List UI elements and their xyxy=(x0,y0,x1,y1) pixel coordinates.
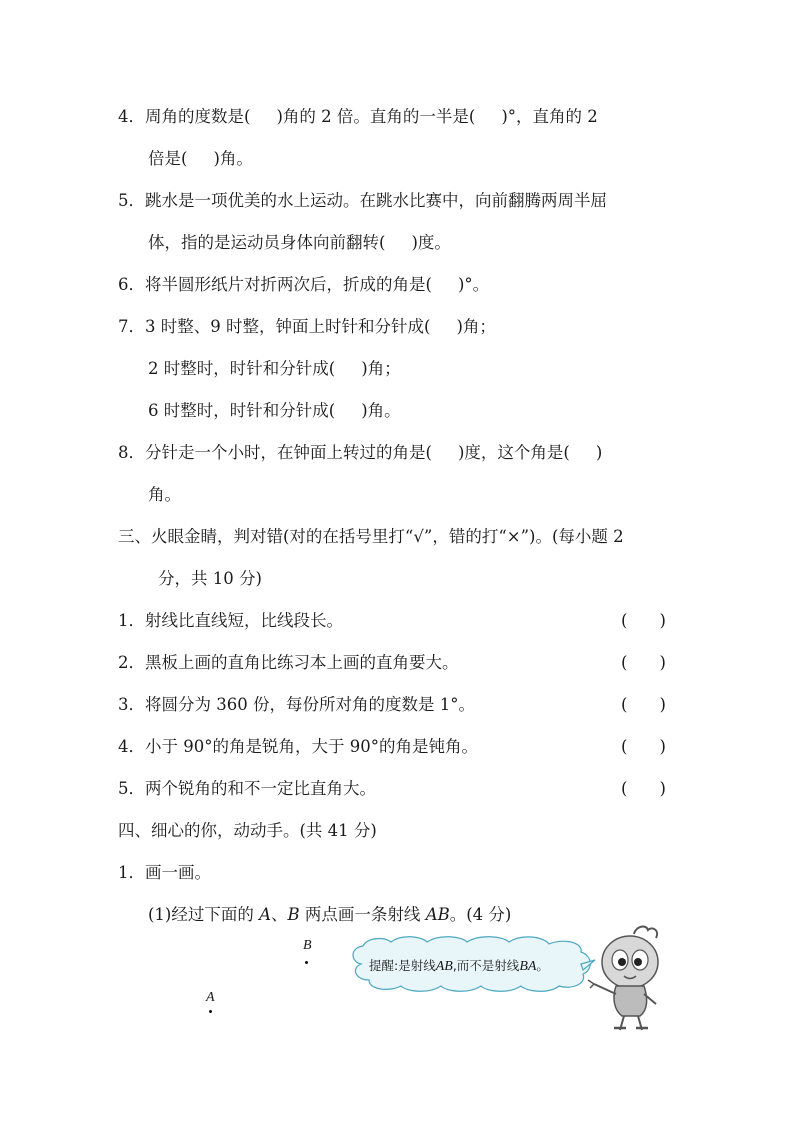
q5-text: 跳水是一项优美的水上运动。在跳水比赛中，向前翻腾两周半屈 xyxy=(145,191,607,210)
judge-item-text: 小于 90°的角是锐角，大于 90°的角是钝角。 xyxy=(145,737,478,756)
section-3-title-line-1: 三、火眼金睛，判对错(对的在括号里打“√”，错的打“×”)。(每小题 2 xyxy=(118,527,624,546)
question-4-line-1 xyxy=(118,105,598,129)
judge-answer-box[interactable] xyxy=(621,609,666,633)
section-4-subquestion-1 xyxy=(148,903,511,927)
question-5-line-2 xyxy=(148,231,451,255)
judge-item-number: 3． xyxy=(118,695,145,714)
section-4-question-1 xyxy=(118,861,211,885)
question-5-line-1 xyxy=(118,189,607,213)
paren-close: ) xyxy=(659,653,666,672)
section-4-title xyxy=(118,819,377,843)
hint-ray-ab: AB xyxy=(435,959,453,974)
paren-open: ( xyxy=(621,737,628,756)
paren-open: ( xyxy=(621,653,628,672)
q6-text-1: 将半圆形纸片对折两次后，折成的角是( xyxy=(145,275,432,294)
q8-text-2: )度，这个角是( xyxy=(457,443,570,462)
q4-text-1: 周角的度数是( xyxy=(145,107,251,126)
mascot-character-icon xyxy=(586,924,676,1038)
q7-text-2a: 2 时整时，时针和分针成( xyxy=(148,359,336,378)
sub1-point-a: A xyxy=(259,905,272,924)
hint-cloud-bubble xyxy=(343,934,603,998)
q8-text-1: 分针走一个小时，在钟面上转过的角是( xyxy=(145,443,432,462)
point-b-dot[interactable] xyxy=(305,961,308,964)
paren-open: ( xyxy=(621,611,628,630)
q4-text-2: )角的 2 倍。直角的一半是( xyxy=(276,107,476,126)
paren-open: ( xyxy=(621,695,628,714)
sub1-text-a: (1)经过下面的 xyxy=(148,905,260,924)
hint-text xyxy=(369,956,549,975)
question-7-line-2 xyxy=(148,357,401,381)
question-8-line-2 xyxy=(148,483,181,507)
sub1-point-b: B xyxy=(287,905,300,924)
q6-text-2: )°。 xyxy=(457,275,490,294)
q7-text-3a: 6 时整时，时针和分针成( xyxy=(148,401,336,420)
q7-text-2b: )角； xyxy=(361,359,401,378)
q4-cont-2: )角。 xyxy=(213,149,253,168)
q7-text-3b: )角。 xyxy=(361,401,401,420)
s4-q1-number: 1． xyxy=(118,863,145,882)
judge-item-text: 两个锐角的和不一定比直角大。 xyxy=(145,779,376,798)
s4-q1-text: 画一画。 xyxy=(145,863,211,882)
judge-item-number: 4． xyxy=(118,737,145,756)
judge-item-text: 将圆分为 360 份，每份所对角的度数是 1°。 xyxy=(145,695,475,714)
judge-item-number: 5． xyxy=(118,779,145,798)
judge-item-1 xyxy=(118,609,343,633)
paren-close: ) xyxy=(659,779,666,798)
paren-open: ( xyxy=(621,779,628,798)
judge-answer-box[interactable] xyxy=(621,651,666,675)
q7-text-1b: )角； xyxy=(456,317,496,336)
q8-number: 8． xyxy=(118,443,145,462)
paren-close: ) xyxy=(659,611,666,630)
judge-item-3 xyxy=(118,693,475,717)
sub1-ray-ab: AB xyxy=(425,905,450,924)
section-4-title-text: 四、细心的你，动动手。(共 41 分) xyxy=(118,821,377,840)
q5-cont-2: )度。 xyxy=(411,233,451,252)
q7-text-1a: 3 时整、9 时整，钟面上时针和分针成( xyxy=(145,317,431,336)
judge-item-text: 射线比直线短，比线段长。 xyxy=(145,611,343,630)
q5-number: 5． xyxy=(118,191,145,210)
sub1-text-d: 。(4 分) xyxy=(449,905,512,924)
point-a-label: A xyxy=(206,990,215,1005)
judge-item-number: 2． xyxy=(118,653,145,672)
q6-number: 6． xyxy=(118,275,145,294)
judge-item-4 xyxy=(118,735,478,759)
question-7-line-1 xyxy=(118,315,496,339)
section-3-title xyxy=(118,525,624,549)
question-4-line-2 xyxy=(148,147,253,171)
question-7-line-3 xyxy=(148,399,401,423)
judge-answer-box[interactable] xyxy=(621,693,666,717)
judge-item-2 xyxy=(118,651,459,675)
hint-text-b: ,而不是射线 xyxy=(452,958,520,973)
q4-text-3: )°，直角的 2 xyxy=(501,107,598,126)
point-b-label: B xyxy=(303,938,312,953)
q5-cont-1: 体，指的是运动员身体向前翻转( xyxy=(148,233,386,252)
sub1-text-b: 、 xyxy=(271,905,288,924)
judge-item-number: 1． xyxy=(118,611,145,630)
q4-number: 4． xyxy=(118,107,145,126)
sub1-text-c: 两点画一条射线 xyxy=(299,905,426,924)
q8-cont: 角。 xyxy=(148,485,181,504)
judge-answer-box[interactable] xyxy=(621,777,666,801)
paren-close: ) xyxy=(659,695,666,714)
question-6 xyxy=(118,273,489,297)
q7-number: 7． xyxy=(118,317,145,336)
hint-text-c: 。 xyxy=(536,958,549,973)
q8-text-3: ) xyxy=(595,443,603,462)
point-a-dot[interactable] xyxy=(209,1010,212,1013)
section-3-title-line-2: 分，共 10 分) xyxy=(158,569,262,588)
question-8-line-1 xyxy=(118,441,602,465)
judge-item-5 xyxy=(118,777,376,801)
judge-answer-box[interactable] xyxy=(621,735,666,759)
judge-item-text: 黑板上画的直角比练习本上画的直角要大。 xyxy=(145,653,459,672)
paren-close: ) xyxy=(659,737,666,756)
q4-cont-1: 倍是( xyxy=(148,149,188,168)
section-3-title-cont xyxy=(158,567,262,591)
hint-text-a: 提醒:是射线 xyxy=(369,958,436,973)
hint-ray-ba: BA xyxy=(519,959,537,974)
